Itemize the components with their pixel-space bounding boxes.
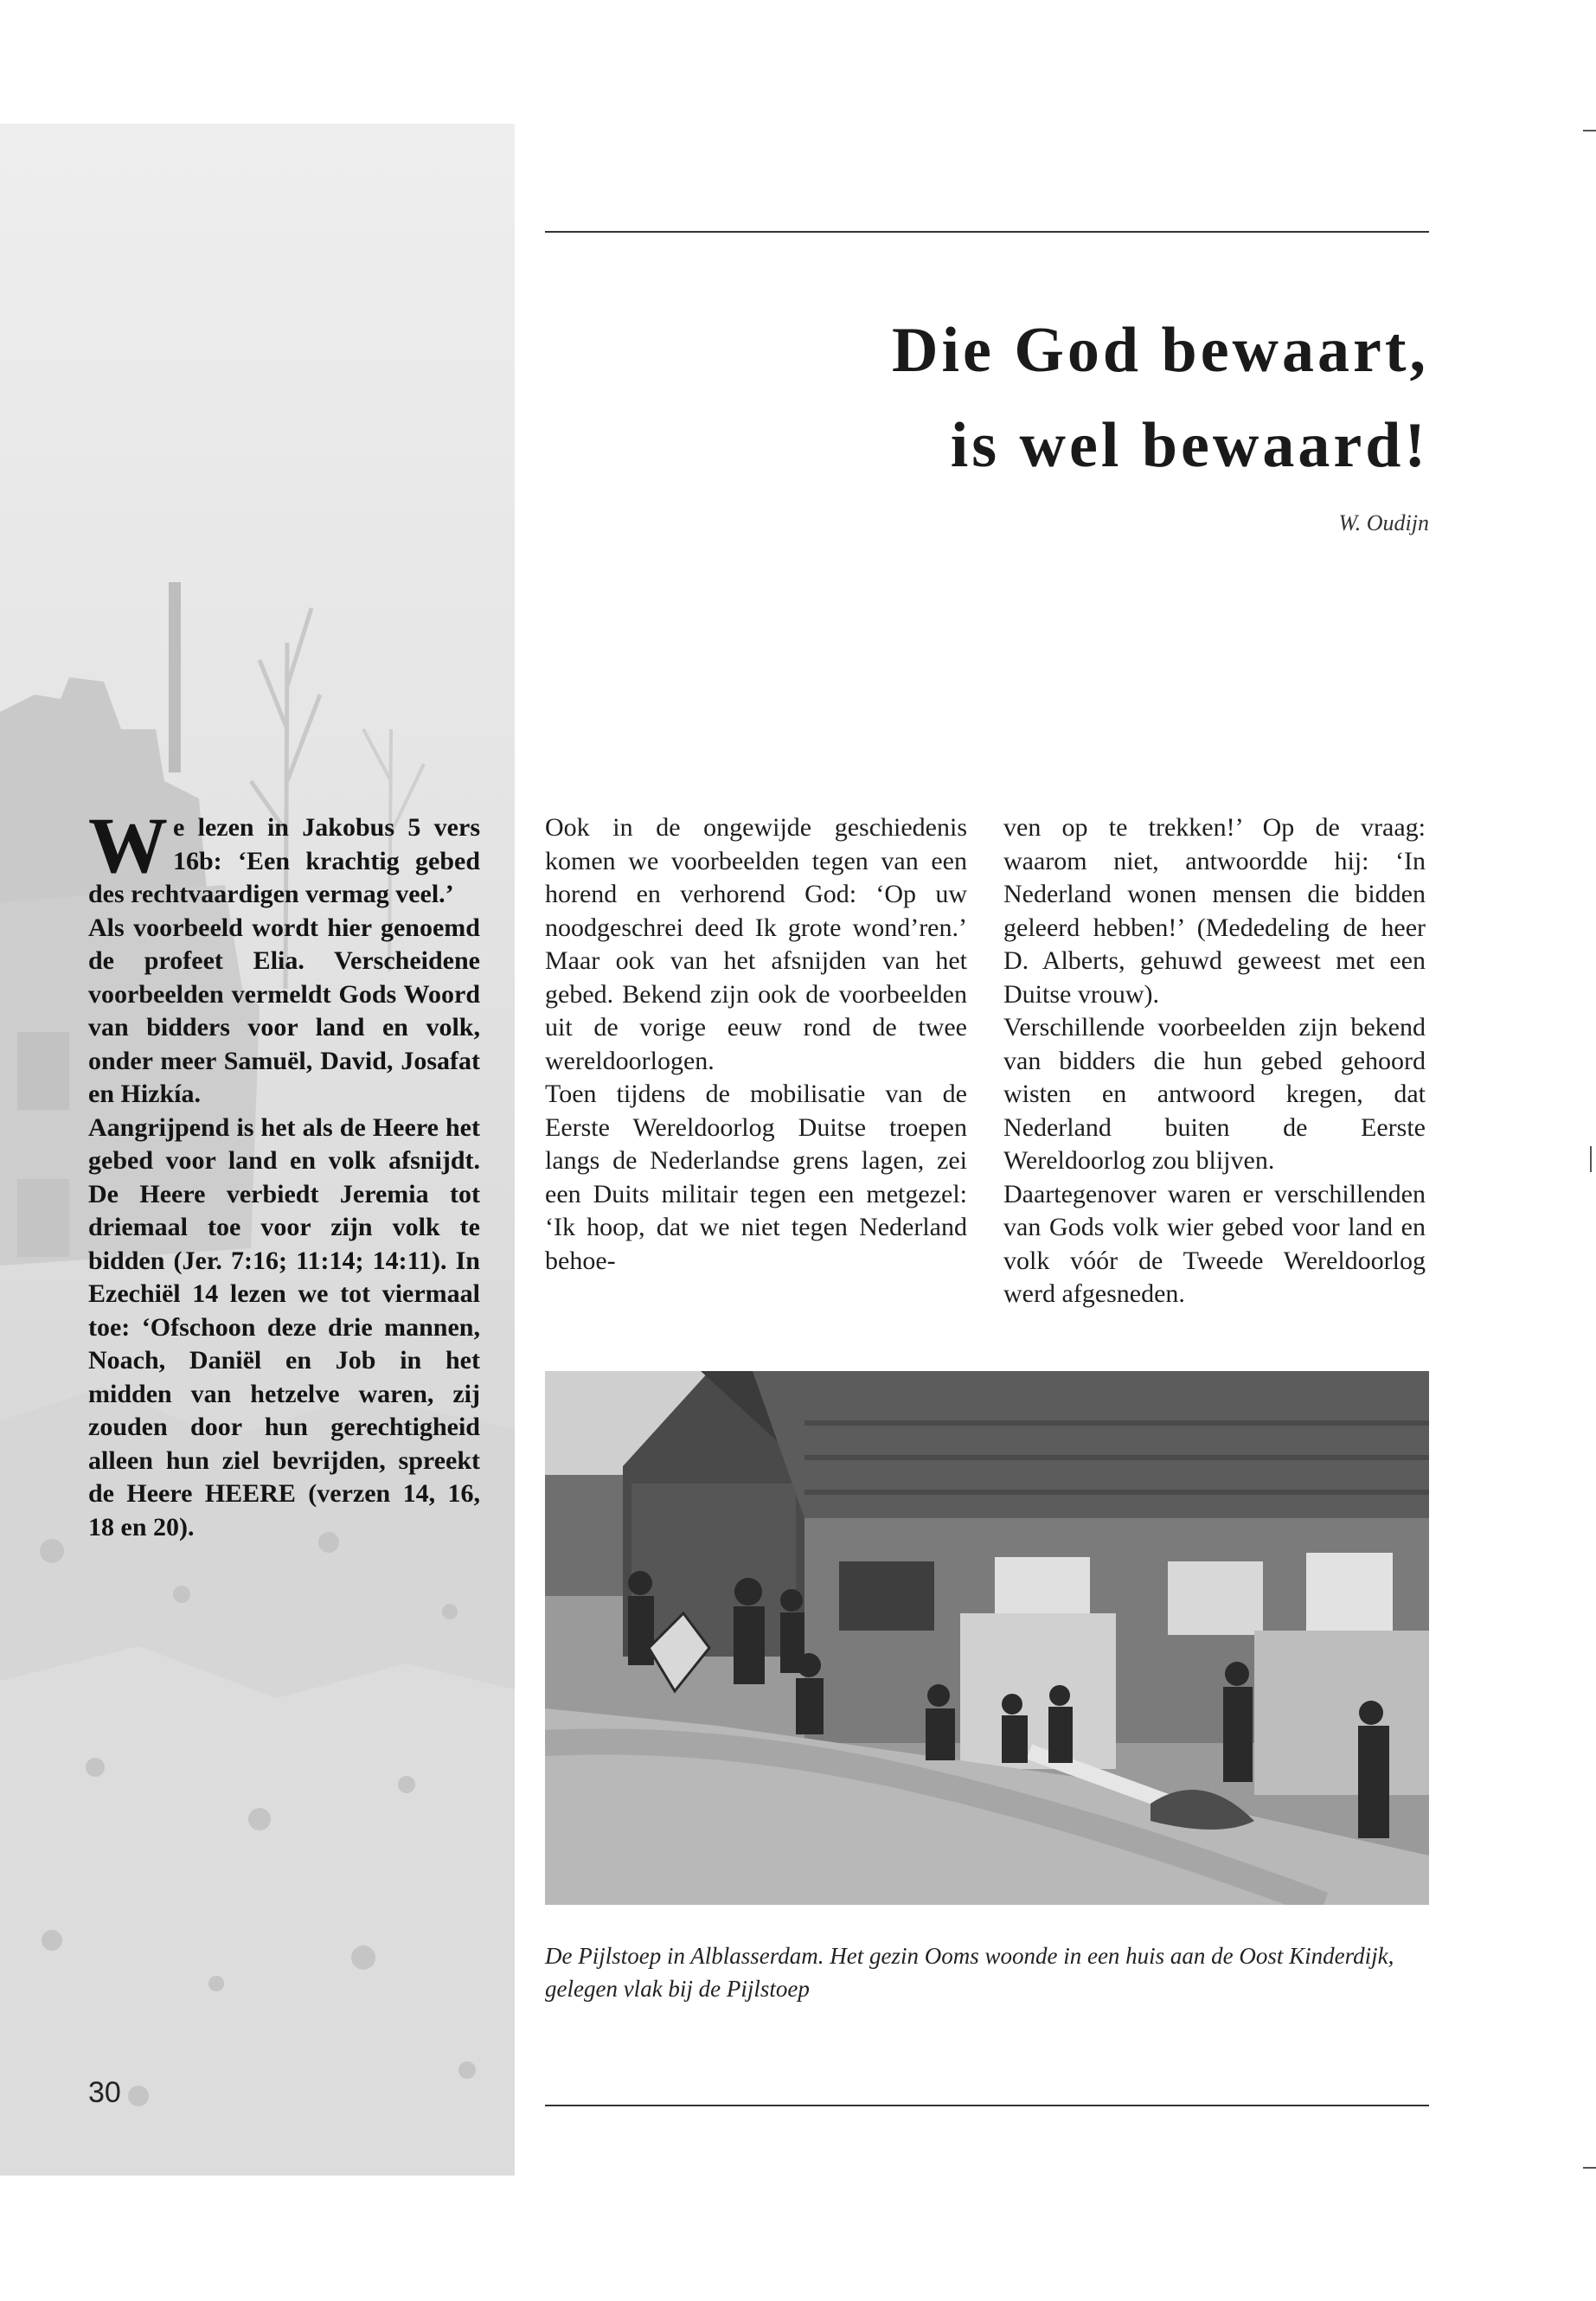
intro-paragraph-1: e lezen in Jakobus 5 vers 16b: ‘Een krachtig gebed des rechtvaardigen vermag veel.’: [88, 813, 480, 908]
bottom-rule: [545, 2105, 1429, 2106]
column2-paragraph-3: Daartegenover waren er verschillenden van Gods volk wier gebed voor land en volk vóór de Tweede Wereldoorlog werd afgesneden.: [1003, 1179, 1426, 1308]
intro-paragraph-2: Als voorbeeld wordt hier genoemd de profeet Elia. Verscheidene voorbeelden vermeldt Gods Woord van bidders voor land en volk, onder meer Samuël, David, Josafat en Hizkía.: [88, 913, 480, 1108]
column1-paragraph-2: Toen tijdens de mobilisatie van de Eerste Wereldoorlog Duitse troepen langs de Nederlandse grens lagen, zei een Duits militair tegen een metgezel: ‘Ik hoop, dat we niet tegen Nederland behoe-: [545, 1080, 967, 1275]
body-column-1: [545, 811, 967, 1278]
article-title: [892, 303, 1429, 493]
pijlstoep-photo: [545, 1371, 1429, 1905]
title-line-1: Die God bewaart,: [892, 315, 1429, 386]
drop-cap: W: [88, 801, 168, 889]
intro-column: [88, 801, 480, 1544]
page-number: 30: [88, 2076, 121, 2109]
crop-mark-middle: [1590, 1146, 1592, 1172]
crop-mark-bottom: [1583, 2167, 1596, 2169]
pijlstoep-photo-illustration: [545, 1371, 1429, 1905]
intro-paragraph-3: Aangrijpend is het als de Heere het gebed voor land en volk afsnijdt. De Heere verbiedt Jeremia tot driemaal toe voor zijn volk te bidden (Jer. 7:16; 11:14; 14:11). In Ezechiël 14 lezen we tot viermaal toe: ‘Ofschoon deze drie mannen, Noach, Daniël en Job in het midden van hetzelve waren, zij zouden door hun gerechtigheid alleen hun ziel bevrijden, spreekt de Heere HEERE (verzen 14, 16, 18 en 20).: [88, 1112, 480, 1541]
column2-paragraph-2: Verschillende voorbeelden zijn bekend van bidders die hun gebed gehoord wisten en antwoord kregen, dat Nederland buiten de Eerste Wereldoorlog zou blijven.: [1003, 1013, 1426, 1175]
photo-caption: De Pijlstoep in Alblasserdam. Het gezin Ooms woonde in een huis aan de Oost Kinderdijk, gelegen vlak bij de Pijlstoep: [545, 1943, 1394, 2002]
title-line-2: is wel bewaard!: [950, 410, 1429, 481]
top-rule: [545, 231, 1429, 233]
column2-paragraph-1: ven op te trekken!’ Op de vraag: waarom niet, antwoordde hij: ‘In Nederland wonen mensen die bidden geleerd hebben!’ (Mededeling de heer D. Alberts, gehuwd geweest met een Duitse vrouw).: [1003, 813, 1426, 1009]
crop-mark-top: [1583, 130, 1596, 131]
body-column-2: [1003, 811, 1426, 1311]
article-author: W. Oudijn: [1338, 510, 1429, 535]
column1-paragraph-1: Ook in de ongewijde geschiedenis komen we voorbeelden tegen van een horend en verhorend God: ‘Op uw noodgeschrei deed Ik grote wond’ren.’ Maar ook van het afsnijden van het gebed. Bekend zijn ook de voorbeelden uit de vorige eeuw rond de twee wereldoorlogen.: [545, 813, 967, 1075]
